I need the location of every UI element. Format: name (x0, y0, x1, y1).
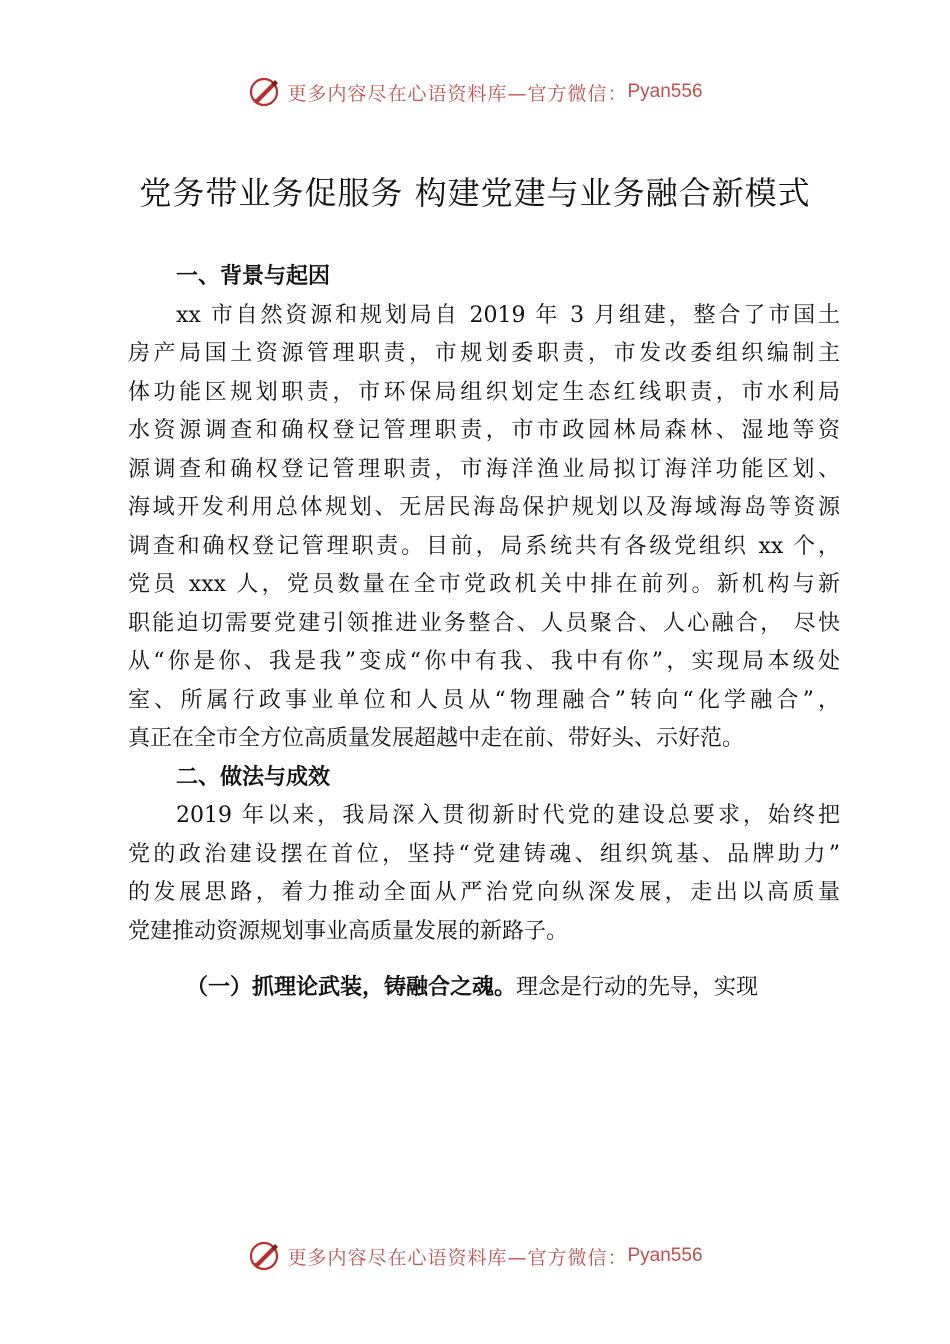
section-heading-background: 一、背景与起因 (176, 264, 331, 289)
watermark-wechat-id: Pyan556 (627, 1245, 703, 1266)
paragraph-line: 调查和确权登记管理职责。目前，局系统共有各级党组织 xx 个， (128, 533, 840, 559)
section-heading-practice: 二、做法与成效 (176, 764, 331, 790)
watermark-top (0, 72, 950, 112)
paragraph-line: 真正在全市全方位高质量发展超越中走在前、带好头、示好范。 (128, 726, 745, 751)
paragraph-practice (128, 797, 840, 951)
paragraph-line: 源调查和确权登记管理职责，市海洋渔业局拟订海洋功能区划、 (128, 456, 840, 482)
document-body (128, 258, 840, 1008)
document-title: 党务带业务促服务 构建党建与业务融合新模式 (139, 174, 811, 212)
paragraph-background (128, 297, 840, 759)
watermark-bottom (0, 1236, 950, 1276)
fountain-pen-circle-icon (247, 1239, 281, 1273)
paragraph-line: 室、所属行政事业单位和人员从“物理融合”转向“化学融合”， (128, 687, 840, 713)
subsection-heading: （一）抓理论武装，铸融合之魂。 (186, 975, 517, 1000)
paragraph-line: 的发展思路，着力推动全面从严治党向纵深发展，走出以高质量 (128, 880, 840, 905)
fountain-pen-circle-icon (247, 75, 281, 109)
paragraph-line: 房产局国土资源管理职责，市规划委职责，市发改委组织编制主 (128, 341, 840, 366)
paragraph-line: 2019 年以来，我局深入贯彻新时代党的建设总要求，始终把 (176, 803, 840, 828)
paragraph-line: 水资源调查和确权登记管理职责，市市政园林局森林、湿地等资 (128, 418, 840, 443)
paragraph-line: 职能迫切需要党建引领推进业务整合、人员聚合、人心融合， 尽快 (128, 610, 840, 636)
paragraph-line: 党的政治建设摆在首位，坚持“党建铸魂、组织筑基、品牌助力” (128, 841, 840, 867)
watermark-wechat-id: Pyan556 (627, 81, 703, 102)
paragraph-line: 党员 xxx 人，党员数量在全市党政机关中排在前列。新机构与新 (128, 572, 840, 597)
watermark-text: 更多内容尽在心语资料库—官方微信： (287, 82, 628, 105)
subsection-theory (128, 969, 840, 1008)
watermark-text: 更多内容尽在心语资料库—官方微信： (287, 1246, 628, 1269)
paragraph-line: xx 市自然资源和规划局自 2019 年 3 月组建，整合了市国土 (176, 302, 840, 328)
paragraph-line: 海域开发利用总体规划、无居民海岛保护规划以及海域海岛等资源 (128, 495, 840, 520)
paragraph-line: 体功能区规划职责，市环保局组织划定生态红线职责，市水利局 (128, 379, 840, 405)
paragraph-line: 党建推动资源规划事业高质量发展的新路子。 (128, 918, 569, 944)
subsection-text: 理念是行动的先导，实现 (516, 975, 759, 1000)
paragraph-line: 从“你是你、我是我”变成“你中有我、我中有你”，实现局本级处 (128, 649, 840, 674)
